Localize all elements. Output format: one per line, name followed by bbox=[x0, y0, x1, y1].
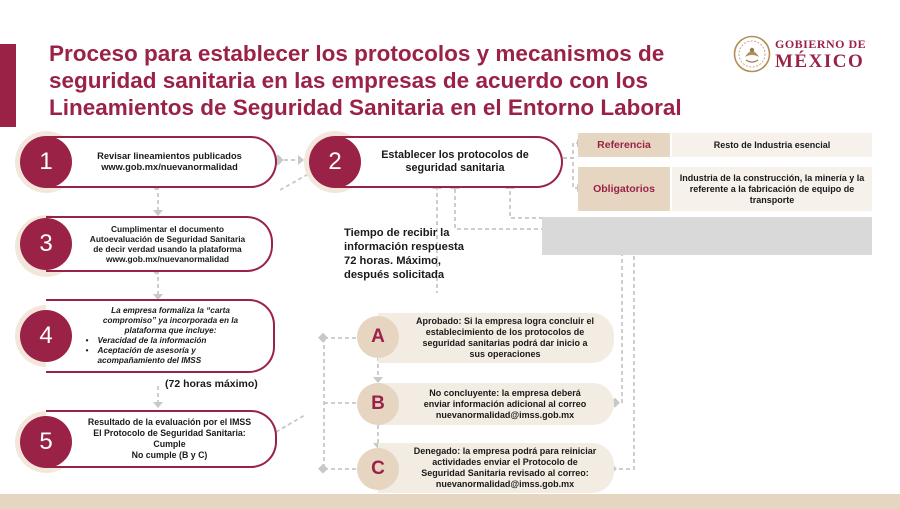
step-3-line-4: www.gob.mx/nuevanormalidad bbox=[105, 254, 229, 264]
step-3-number: 3 bbox=[20, 218, 72, 270]
step-2-box bbox=[335, 136, 563, 188]
step-1-line-2: www.gob.mx/nuevanormalidad bbox=[101, 162, 238, 172]
outcome-c-letter: C bbox=[357, 448, 399, 490]
outcome-c-line-3: Seguridad Sanitaria revisado al correo: bbox=[421, 468, 589, 478]
footer-band bbox=[0, 494, 900, 509]
step-3-line-1: Cumplimentar el documento bbox=[110, 224, 225, 234]
step-1-number: 1 bbox=[20, 136, 72, 188]
title-line-1: Proceso para establecer los protocolos y mecanismos de bbox=[49, 41, 665, 66]
outcome-b-letter: B bbox=[357, 383, 399, 425]
step-2-line-2: seguridad sanitaria bbox=[405, 162, 505, 174]
step-5-line-4: No cumple (B y C) bbox=[131, 450, 208, 460]
step-1-line-1: Revisar lineamientos publicados bbox=[97, 151, 242, 161]
step-4-number: 4 bbox=[20, 310, 72, 362]
obligatorios-value: Industria de la construcción, la minería y la referente a la fabricación de equipo de transporte bbox=[672, 167, 872, 211]
outcome-b-line-3: nuevanormalidad@imss.gob.mx bbox=[435, 409, 575, 420]
outcome-a-line-2: establecimiento de los protocolos de bbox=[425, 327, 585, 337]
obligatorios-label: Obligatorios bbox=[578, 167, 670, 211]
step-1-box bbox=[46, 136, 277, 188]
step-4-line-1: La empresa formaliza la “carta bbox=[111, 306, 230, 315]
outcome-b-box bbox=[378, 383, 614, 425]
logo-line-1: GOBIERNO DE bbox=[775, 37, 867, 51]
outcome-a-line-3: seguridad sanitarias podrá dar inicio a bbox=[422, 338, 588, 348]
step-4-bullet-2: • Aceptación de asesoría y acompañamiento del IMSS bbox=[86, 346, 256, 366]
step-5-number: 5 bbox=[20, 416, 72, 468]
logo-line-2: MÉXICO bbox=[775, 51, 865, 72]
step-5-line-2: El Protocolo de Seguridad Sanitaria: bbox=[93, 428, 246, 438]
outcome-a-box bbox=[378, 313, 614, 363]
outcome-c-line-1: Denegado: la empresa podrá para reiniciar bbox=[413, 446, 597, 456]
outcome-c-line-4: nuevanormalidad@imss.gob.mx bbox=[435, 479, 575, 489]
time-note-line-2: información respuesta bbox=[344, 241, 464, 253]
outcome-b-line-1: No concluyente: la empresa deberá bbox=[429, 387, 581, 398]
time-note-line-3: 72 horas. Máximo, bbox=[344, 255, 441, 267]
step-5-line-1: Resultado de la evaluación por el IMSS bbox=[87, 417, 252, 427]
step-2-number: 2 bbox=[309, 136, 361, 188]
outcome-a-line-1: Aprobado: Si la empresa logra concluir el bbox=[415, 316, 595, 326]
step-4-time-note: (72 horas máximo) bbox=[165, 378, 258, 390]
response-time-note bbox=[344, 226, 464, 282]
step-3-box bbox=[46, 216, 273, 272]
step-4-box bbox=[46, 299, 275, 373]
time-note-line-4: después solicitada bbox=[344, 269, 445, 281]
step-5-line-3: Cumple bbox=[153, 439, 186, 449]
title-line-2: seguridad sanitaria en las empresas de acuerdo con los bbox=[49, 68, 648, 93]
step-4-line-2: compromiso” ya incorporada en la bbox=[102, 316, 239, 325]
outcome-c-line-2: actividades enviar el Protocolo de bbox=[432, 457, 578, 467]
time-note-line-1: Tiempo de recibir la bbox=[344, 227, 450, 239]
title-line-3: Lineamientos de Seguridad Sanitaria en el Entorno Laboral bbox=[49, 95, 682, 120]
step-3-line-2: Autoevaluación de Seguridad Sanitaria bbox=[89, 234, 246, 244]
referencia-label: Referencia bbox=[578, 133, 670, 157]
step-4-bullet-2-text: Aceptación de asesoría y acompañamiento del IMSS bbox=[97, 346, 202, 365]
step-2-line-1: Establecer los protocolos de bbox=[381, 149, 529, 161]
empty-grey-box bbox=[542, 217, 872, 255]
step-5-box bbox=[46, 410, 277, 468]
step-3-line-3: de decir verdad usando la plataforma bbox=[93, 244, 242, 254]
step-4-line-3: plataforma que incluye: bbox=[124, 326, 217, 335]
step-4-bullet-1: • Veracidad de la información bbox=[85, 336, 207, 345]
outcome-a-letter: A bbox=[357, 316, 399, 358]
outcome-c-box bbox=[378, 443, 614, 493]
outcome-b-line-2: enviar información adicional al correo bbox=[423, 398, 587, 409]
outcome-a-line-4: sus operaciones bbox=[469, 349, 541, 359]
step-4-bullet-1-text: Veracidad de la información bbox=[97, 336, 207, 345]
referencia-value: Resto de Industria esencial bbox=[672, 133, 872, 157]
